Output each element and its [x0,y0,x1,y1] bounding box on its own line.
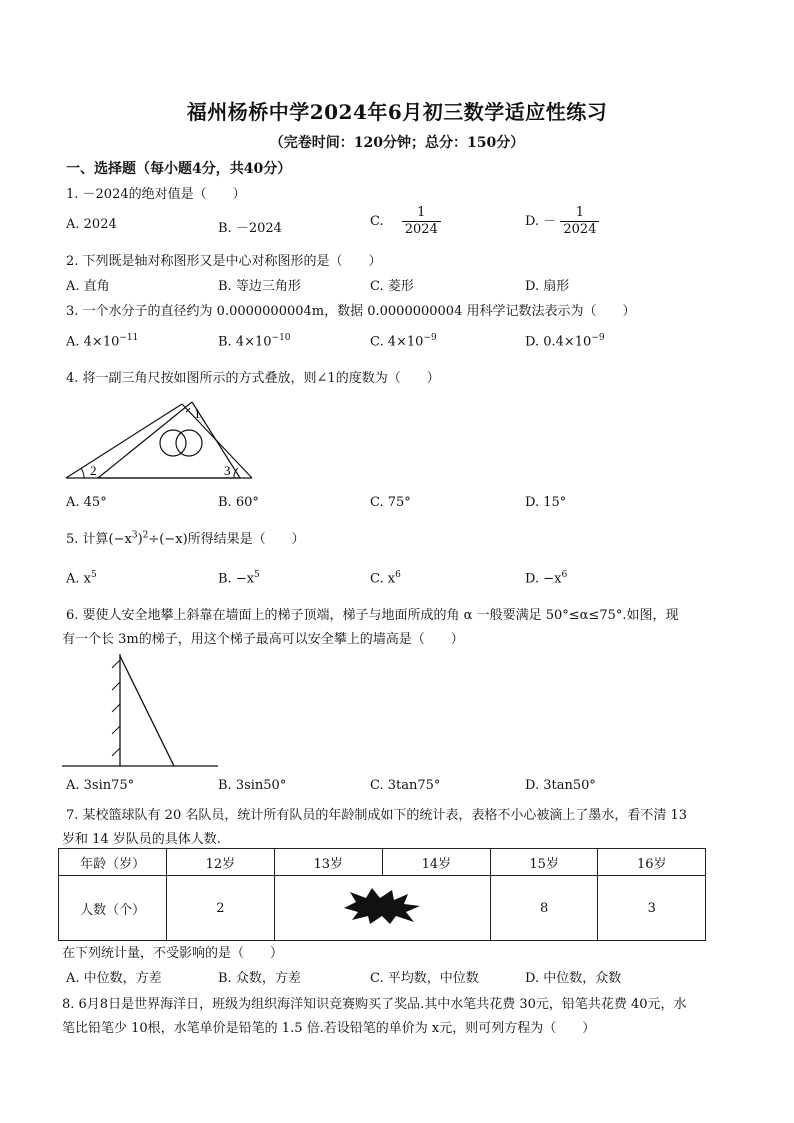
table-cell: 3 [598,876,706,941]
q5-option-b [218,570,260,586]
q3-c-base: C. 4×10 [370,334,424,350]
q1-option-b: B. －2024 [218,221,282,236]
q2-stem: 2. 下列既是轴对称图形又是中心对称图形的是（ ） [66,254,382,269]
q5-option-d [525,570,567,586]
ink-blot-cell [274,876,490,941]
q1-option-d [525,205,599,238]
table-header-row [59,849,706,876]
q5-d-exponent: 6 [561,570,568,580]
q3-a-exponent: −11 [119,333,139,343]
q4-option-c: C. 75° [370,495,411,510]
table-cell: 2 [167,876,275,941]
q6-option-a: A. 3sin75° [66,778,135,793]
angle-label-1: 1 [194,406,201,421]
q1-option-c-label: C. [370,214,384,229]
q3-option-c [370,333,437,349]
q1-stem: 1. －2024的绝对值是（ ） [66,187,246,202]
section-heading: 一、选择题（每小题4分，共40分） [66,161,292,177]
q3-d-exponent: −9 [591,333,605,343]
q2-option-d: D. 扇形 [525,279,570,294]
q5-d-base: D. −x [525,571,562,587]
q1-option-a: A. 2024 [66,217,117,232]
q5-b-exponent: 5 [254,570,260,580]
q8-line2: 笔比铅笔少 10根，水笔单价是铅笔的 1.5 倍.若设铅笔的单价为 x元，则可列方程为（ ） [62,1021,596,1036]
q5-stem [66,528,305,547]
header-cell: 12岁 [167,849,275,876]
angle-label-2: 2 [90,463,97,478]
q5-option-a [66,570,97,586]
header-cell: 13岁 [274,849,382,876]
q3-option-b [218,333,291,349]
q8-line1: 8. 6月8日是世界海洋日，班级为组织海洋知识竞赛购买了奖品.其中水笔共花费 30元，铅笔共花费 40元，水 [62,997,687,1012]
q7-option-b: B. 众数，方差 [218,971,301,986]
row-label: 人数（个） [59,876,167,941]
angle-label-3: 3 [224,463,231,478]
q5-b-base: B. −x [218,571,255,587]
table-row [59,876,706,941]
header-cell: 年龄（岁） [59,849,167,876]
q1-option-c [370,205,441,238]
header-cell: 14岁 [382,849,490,876]
ink-blot-icon [342,886,422,926]
q3-c-exponent: −9 [423,333,437,343]
q3-b-exponent: −10 [271,333,291,343]
q3-stem: 3. 一个水分子的直径约为 0.0000000004m，数据 0.0000000004 用科学记数法表示为（ ） [66,304,636,319]
q1-option-c-fraction [402,205,441,238]
q7-option-c: C. 平均数，中位数 [370,971,479,986]
q2-option-c: C. 菱形 [370,279,414,294]
q1-option-d-label: D. － [525,214,557,229]
q4-option-b: B. 60° [218,495,259,510]
q3-a-base: A. 4×10 [66,334,120,350]
q1-option-d-fraction [560,205,599,238]
q5-exp1: 3 [131,530,138,541]
q5-stem-suffix: ÷(−x)所得结果是（ ） [148,532,305,547]
fraction-denominator: 2024 [404,222,438,237]
q6-ladder-figure [62,650,222,772]
q4-option-a: A. 45° [66,495,107,510]
q5-c-exponent: 6 [395,570,401,580]
q3-option-d [525,333,605,349]
q5-option-c [370,570,401,586]
q5-exp2: 2 [142,530,149,541]
q6-option-b: B. 3sin50° [218,778,287,793]
q7-after: 在下列统计量，不受影响的是（ ） [62,946,284,961]
q6-option-d: D. 3tan50° [525,778,596,793]
q6-line2: 有一个长 3m的梯子，用这个梯子最高可以安全攀上的墙高是（ ） [62,632,464,647]
q7-line1: 7. 某校篮球队有 20 名队员，统计所有队员的年龄制成如下的统计表，表格不小心被滴上了墨水，看不清 13 [66,808,688,823]
page-title: 福州杨桥中学2024年6月初三数学适应性练习 [186,100,608,124]
q7-option-a: A. 中位数，方差 [66,971,162,986]
q5-expr-close: ) [137,532,143,547]
page-subtitle: （完卷时间：120分钟；总分：150分） [269,135,525,151]
fraction-denominator: 2024 [563,222,597,237]
q3-b-base: B. 4×10 [218,334,272,350]
q4-option-d: D. 15° [525,495,567,510]
q6-line1: 6. 要使人安全地攀上斜靠在墙面上的梯子顶端，梯子与地面所成的角 α 一般要满足 50°≤α≤75°.如图，现 [66,608,679,623]
q3-option-a [66,333,138,349]
fraction-numerator: 1 [402,205,441,222]
header-cell: 16岁 [598,849,706,876]
table-cell: 8 [490,876,598,941]
q3-d-base: D. 0.4×10 [525,334,592,350]
q7-line2: 岁和 14 岁队员的具体人数. [62,832,221,847]
q5-stem-prefix: 5. 计算 [66,532,109,547]
q5-c-base: C. x [370,571,396,587]
q4-triangle-figure [62,398,258,482]
q4-stem: 4. 将一副三角尺按如图所示的方式叠放，则∠1的度数为（ ） [66,371,440,386]
q2-option-a: A. 直角 [66,279,110,294]
q5-expr: (−x [108,532,132,547]
q5-a-exponent: 5 [90,570,97,580]
q7-option-d: D. 中位数，众数 [525,971,622,986]
q5-a-base: A. x [66,571,91,587]
header-cell: 15岁 [490,849,598,876]
q2-option-b: B. 等边三角形 [218,279,301,294]
fraction-numerator: 1 [560,205,599,222]
age-stats-table [58,848,706,941]
q6-option-c: C. 3tan75° [370,778,441,793]
